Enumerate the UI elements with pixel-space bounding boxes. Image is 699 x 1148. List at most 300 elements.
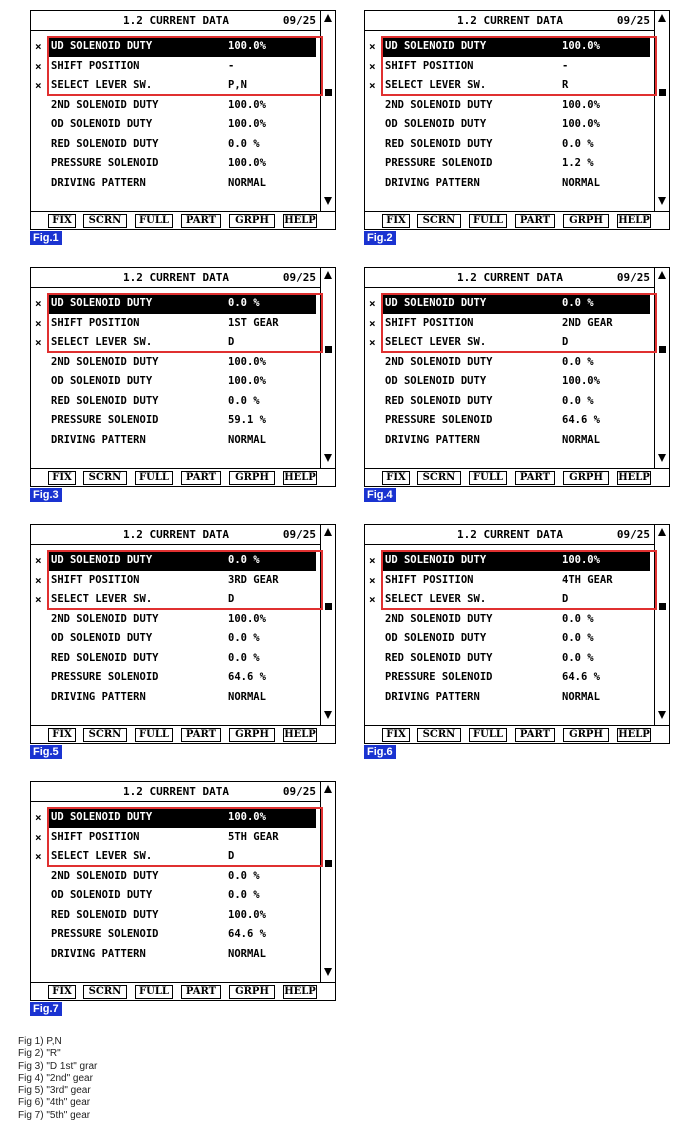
function-button[interactable]: GRPH — [563, 214, 609, 228]
selected-marker: × — [369, 79, 376, 92]
header-divider — [365, 30, 654, 31]
screen-header — [31, 525, 320, 544]
function-button[interactable]: FIX — [382, 728, 410, 742]
parameter-value: 1ST GEAR — [228, 316, 279, 329]
selected-marker: × — [35, 554, 42, 567]
function-button[interactable]: HELP — [618, 472, 650, 483]
function-button[interactable]: PART — [181, 471, 221, 485]
scroll-thumb[interactable] — [325, 89, 332, 96]
page-indicator: 09/25 — [282, 785, 316, 798]
data-row[interactable] — [31, 571, 320, 591]
parameter-label: PRESSURE SOLENOID — [385, 157, 493, 169]
parameter-label: 2ND SOLENOID DUTY — [385, 612, 493, 625]
parameter-value: NORMAL — [562, 690, 600, 703]
function-button[interactable]: GRPH — [563, 728, 609, 742]
scroll-up-arrow-icon[interactable] — [658, 528, 666, 536]
function-button[interactable]: HELP — [284, 986, 316, 997]
parameter-value: 100.0% — [228, 355, 266, 368]
scroll-down-arrow-icon[interactable] — [658, 197, 666, 205]
selected-marker: × — [369, 573, 376, 587]
parameter-label: UD SOLENOID DUTY — [48, 37, 316, 57]
parameter-value: NORMAL — [228, 176, 266, 189]
parameter-label: DRIVING PATTERN — [51, 433, 146, 446]
scan-tool-screen — [364, 267, 670, 487]
data-row[interactable] — [31, 57, 320, 77]
parameter-label: RED SOLENOID DUTY — [51, 651, 159, 664]
parameter-label: PRESSURE SOLENOID — [385, 414, 493, 426]
data-row[interactable] — [365, 314, 654, 334]
figure-label: Fig.1 — [30, 231, 62, 245]
note-line: Fig 4) "2nd" gear — [18, 1072, 93, 1084]
data-row[interactable] — [365, 76, 654, 96]
parameter-value: 100.0% — [562, 375, 600, 387]
parameter-label: UD SOLENOID DUTY — [382, 294, 650, 314]
function-button[interactable]: SCRN — [417, 728, 461, 742]
note-line: Fig 6) "4th" gear — [18, 1097, 91, 1109]
page-indicator: 09/25 — [282, 14, 316, 27]
data-row[interactable] — [365, 649, 654, 669]
data-row[interactable] — [365, 372, 654, 392]
header-divider — [365, 544, 654, 545]
parameter-label: OD SOLENOID DUTY — [51, 375, 153, 387]
parameter-label: SHIFT POSITION — [51, 59, 140, 72]
figure-label: Fig.3 — [30, 488, 62, 502]
header-divider — [31, 287, 320, 288]
parameter-value: NORMAL — [228, 433, 266, 446]
data-row[interactable] — [31, 96, 320, 116]
data-row[interactable] — [31, 886, 320, 906]
parameter-value: 64.6 % — [228, 928, 266, 940]
parameter-label: DRIVING PATTERN — [51, 690, 146, 703]
function-button[interactable]: GRPH — [563, 471, 609, 485]
parameter-label: PRESSURE SOLENOID — [51, 157, 159, 169]
scrollbar[interactable] — [320, 782, 336, 982]
parameter-value: NORMAL — [228, 947, 266, 960]
data-row[interactable] — [365, 174, 654, 194]
parameter-label: PRESSURE SOLENOID — [51, 414, 159, 426]
parameter-value: 100.0% — [228, 811, 266, 823]
data-row[interactable] — [31, 847, 320, 867]
parameter-value: 3RD GEAR — [228, 573, 279, 586]
parameter-label: DRIVING PATTERN — [385, 433, 480, 446]
parameter-label: RED SOLENOID DUTY — [385, 394, 493, 407]
function-button[interactable]: FIX — [48, 985, 76, 999]
screen-title: 1.2 CURRENT DATA — [457, 14, 563, 27]
screen-header — [31, 782, 320, 801]
selected-marker: × — [35, 316, 42, 330]
parameter-value: NORMAL — [228, 690, 266, 703]
data-list — [365, 37, 654, 193]
parameter-label: UD SOLENOID DUTY — [48, 808, 316, 828]
function-key-bar — [365, 211, 669, 229]
data-row[interactable] — [365, 115, 654, 135]
parameter-label: 2ND SOLENOID DUTY — [385, 355, 493, 368]
parameter-value: 0.0 % — [562, 651, 594, 664]
scrollbar[interactable] — [654, 11, 670, 211]
data-row[interactable] — [31, 37, 320, 57]
parameter-value: 100.0% — [228, 908, 266, 921]
screen-header — [365, 268, 654, 287]
parameter-label: DRIVING PATTERN — [385, 176, 480, 189]
parameter-label: RED SOLENOID DUTY — [385, 651, 493, 664]
parameter-value: D — [228, 336, 235, 348]
function-button[interactable]: SCRN — [83, 985, 127, 999]
parameter-value: 64.6 % — [562, 414, 600, 426]
parameter-label: SELECT LEVER SW. — [51, 336, 153, 348]
parameter-label: SHIFT POSITION — [385, 573, 474, 586]
parameter-label: PRESSURE SOLENOID — [51, 671, 159, 683]
data-list — [31, 294, 320, 450]
data-row[interactable] — [31, 76, 320, 96]
screen-title: 1.2 CURRENT DATA — [123, 528, 229, 541]
selected-marker: × — [35, 79, 42, 92]
function-button[interactable]: GRPH — [229, 985, 275, 999]
parameter-label: 2ND SOLENOID DUTY — [51, 612, 159, 625]
parameter-label: SHIFT POSITION — [385, 59, 474, 72]
header-divider — [31, 30, 320, 31]
data-row[interactable] — [365, 571, 654, 591]
parameter-label: 2ND SOLENOID DUTY — [51, 98, 159, 111]
function-key-bar — [31, 725, 335, 743]
scroll-down-arrow-icon[interactable] — [324, 197, 332, 205]
function-button[interactable]: FIX — [48, 471, 76, 485]
parameter-value: R — [562, 79, 569, 91]
function-button[interactable]: PART — [515, 728, 555, 742]
parameter-value: 2ND GEAR — [562, 316, 613, 329]
selected-marker: × — [369, 316, 376, 330]
function-button[interactable]: FIX — [48, 214, 76, 228]
function-button[interactable]: HELP — [618, 215, 650, 226]
data-row[interactable] — [365, 392, 654, 412]
scroll-up-arrow-icon[interactable] — [324, 14, 332, 22]
figure-label: Fig.4 — [364, 488, 396, 502]
screen-title: 1.2 CURRENT DATA — [123, 14, 229, 27]
parameter-value: 100.0% — [228, 612, 266, 625]
function-button[interactable]: FULL — [135, 985, 173, 999]
function-button[interactable]: PART — [181, 985, 221, 999]
selected-marker: × — [35, 830, 42, 844]
function-button[interactable]: GRPH — [229, 471, 275, 485]
scroll-thumb[interactable] — [325, 346, 332, 353]
function-button[interactable]: HELP — [284, 215, 316, 226]
scroll-down-arrow-icon[interactable] — [324, 968, 332, 976]
function-button[interactable]: PART — [515, 471, 555, 485]
data-row[interactable] — [365, 411, 654, 431]
scrollbar[interactable] — [320, 525, 336, 725]
parameter-label: RED SOLENOID DUTY — [51, 908, 159, 921]
parameter-value: NORMAL — [562, 433, 600, 446]
function-button[interactable]: FULL — [469, 728, 507, 742]
parameter-value: - — [228, 59, 235, 72]
parameter-label: PRESSURE SOLENOID — [51, 928, 159, 940]
data-row[interactable] — [31, 174, 320, 194]
parameter-label: DRIVING PATTERN — [385, 690, 480, 703]
data-row[interactable] — [31, 945, 320, 965]
note-line: Fig 1) P,N — [18, 1036, 62, 1047]
scrollbar[interactable] — [320, 11, 336, 211]
parameter-value: 0.0 % — [228, 632, 260, 644]
function-button[interactable]: SCRN — [417, 214, 461, 228]
parameter-label: RED SOLENOID DUTY — [51, 394, 159, 407]
parameter-value: 0.0 % — [228, 297, 260, 309]
parameter-value: 0.0 % — [228, 889, 260, 901]
scroll-up-arrow-icon[interactable] — [658, 271, 666, 279]
data-row[interactable] — [31, 115, 320, 135]
data-row[interactable] — [31, 867, 320, 887]
scroll-down-arrow-icon[interactable] — [658, 711, 666, 719]
data-row[interactable] — [31, 353, 320, 373]
function-button[interactable]: FULL — [469, 471, 507, 485]
figure-label: Fig.5 — [30, 745, 62, 759]
scroll-thumb[interactable] — [325, 603, 332, 610]
data-row[interactable] — [365, 668, 654, 688]
data-row[interactable] — [365, 294, 654, 314]
data-list — [31, 808, 320, 964]
data-row[interactable] — [365, 57, 654, 77]
figure-label: Fig.7 — [30, 1002, 62, 1016]
data-row[interactable] — [365, 96, 654, 116]
screen-title: 1.2 CURRENT DATA — [457, 528, 563, 541]
scroll-up-arrow-icon[interactable] — [324, 271, 332, 279]
data-list — [365, 551, 654, 707]
data-row[interactable] — [31, 431, 320, 451]
screen-header — [365, 11, 654, 30]
scrollbar[interactable] — [320, 268, 336, 468]
scrollbar[interactable] — [654, 525, 670, 725]
function-key-bar — [365, 468, 669, 486]
selected-marker: × — [35, 593, 42, 606]
function-button[interactable]: FULL — [135, 728, 173, 742]
parameter-label: UD SOLENOID DUTY — [382, 37, 650, 57]
parameter-label: SELECT LEVER SW. — [51, 79, 153, 91]
selected-marker: × — [35, 850, 42, 863]
parameter-value: 0.0 % — [562, 297, 594, 309]
scan-tool-screen — [30, 267, 336, 487]
parameter-value: 0.0 % — [228, 394, 260, 407]
parameter-value: 0.0 % — [228, 554, 260, 566]
parameter-label: OD SOLENOID DUTY — [385, 375, 487, 387]
parameter-value: - — [562, 59, 569, 72]
parameter-value: 0.0 % — [562, 632, 594, 644]
data-row[interactable] — [31, 551, 320, 571]
screen-header — [365, 525, 654, 544]
screen-title: 1.2 CURRENT DATA — [123, 271, 229, 284]
data-row[interactable] — [365, 333, 654, 353]
function-button[interactable]: PART — [515, 214, 555, 228]
parameter-label: SELECT LEVER SW. — [51, 593, 153, 605]
page-indicator: 09/25 — [282, 271, 316, 284]
data-row[interactable] — [31, 668, 320, 688]
data-row[interactable] — [31, 372, 320, 392]
data-row[interactable] — [31, 808, 320, 828]
data-row[interactable] — [31, 925, 320, 945]
data-row[interactable] — [365, 590, 654, 610]
data-row[interactable] — [365, 353, 654, 373]
data-row[interactable] — [31, 411, 320, 431]
data-row[interactable] — [365, 37, 654, 57]
function-key-bar — [31, 211, 335, 229]
data-row[interactable] — [365, 154, 654, 174]
scroll-thumb[interactable] — [659, 346, 666, 353]
parameter-label: SHIFT POSITION — [51, 573, 140, 586]
data-list — [31, 37, 320, 193]
parameter-label: SHIFT POSITION — [51, 830, 140, 843]
parameter-value: D — [562, 336, 569, 348]
scroll-up-arrow-icon[interactable] — [324, 785, 332, 793]
function-button[interactable]: GRPH — [229, 728, 275, 742]
parameter-label: OD SOLENOID DUTY — [51, 889, 153, 901]
function-button[interactable]: FIX — [382, 471, 410, 485]
page-indicator: 09/25 — [282, 528, 316, 541]
data-row[interactable] — [31, 294, 320, 314]
parameter-value: 0.0 % — [228, 651, 260, 664]
function-button[interactable]: GRPH — [229, 214, 275, 228]
parameter-label: OD SOLENOID DUTY — [385, 118, 487, 130]
parameter-value: 4TH GEAR — [562, 573, 613, 586]
page-indicator: 09/25 — [616, 528, 650, 541]
data-row[interactable] — [31, 906, 320, 926]
data-row[interactable] — [31, 314, 320, 334]
parameter-value: 59.1 % — [228, 414, 266, 426]
data-row[interactable] — [31, 590, 320, 610]
parameter-value: 0.0 % — [562, 137, 594, 150]
data-row[interactable] — [365, 431, 654, 451]
scan-tool-screen — [30, 10, 336, 230]
parameter-value: D — [228, 593, 235, 605]
page-indicator: 09/25 — [616, 14, 650, 27]
data-row[interactable] — [365, 610, 654, 630]
parameter-label: UD SOLENOID DUTY — [48, 294, 316, 314]
page-indicator: 09/25 — [616, 271, 650, 284]
function-button[interactable]: HELP — [618, 729, 650, 740]
screen-header — [31, 11, 320, 30]
function-button[interactable]: SCRN — [83, 471, 127, 485]
parameter-value: 100.0% — [562, 40, 600, 52]
scrollbar[interactable] — [654, 268, 670, 468]
parameter-label: SHIFT POSITION — [51, 316, 140, 329]
parameter-value: P,N — [228, 79, 247, 91]
selected-marker: × — [35, 297, 42, 310]
data-row[interactable] — [365, 688, 654, 708]
function-button[interactable]: FIX — [48, 728, 76, 742]
selected-marker: × — [369, 593, 376, 606]
data-row[interactable] — [31, 688, 320, 708]
parameter-label: OD SOLENOID DUTY — [385, 632, 487, 644]
data-row[interactable] — [31, 333, 320, 353]
function-button[interactable]: PART — [181, 728, 221, 742]
data-row[interactable] — [31, 828, 320, 848]
function-button[interactable]: SCRN — [417, 471, 461, 485]
data-list — [365, 294, 654, 450]
function-button[interactable]: FULL — [135, 214, 173, 228]
function-button[interactable]: FIX — [382, 214, 410, 228]
scroll-thumb[interactable] — [325, 860, 332, 867]
parameter-value: 1.2 % — [562, 157, 594, 169]
data-row[interactable] — [31, 154, 320, 174]
selected-marker: × — [35, 573, 42, 587]
data-row[interactable] — [365, 135, 654, 155]
scroll-down-arrow-icon[interactable] — [324, 711, 332, 719]
function-button[interactable]: HELP — [284, 729, 316, 740]
parameter-label: 2ND SOLENOID DUTY — [51, 355, 159, 368]
selected-marker: × — [369, 297, 376, 310]
scan-tool-screen — [364, 10, 670, 230]
parameter-value: 0.0 % — [562, 394, 594, 407]
parameter-value: 100.0% — [562, 98, 600, 111]
scan-tool-screen — [30, 524, 336, 744]
parameter-label: DRIVING PATTERN — [51, 176, 146, 189]
note-line: Fig 3) "D 1st" grar — [18, 1060, 98, 1072]
function-button[interactable]: FULL — [135, 471, 173, 485]
parameter-value: 100.0% — [228, 157, 266, 169]
parameter-label: OD SOLENOID DUTY — [51, 632, 153, 644]
parameter-value: 64.6 % — [562, 671, 600, 683]
scroll-down-arrow-icon[interactable] — [324, 454, 332, 462]
parameter-value: 100.0% — [562, 118, 600, 130]
header-divider — [365, 287, 654, 288]
note-line: Fig 7) "5th" gear — [18, 1109, 91, 1121]
parameter-label: PRESSURE SOLENOID — [385, 671, 493, 683]
scroll-thumb[interactable] — [659, 89, 666, 96]
header-divider — [31, 801, 320, 802]
data-row[interactable] — [365, 629, 654, 649]
data-row[interactable] — [31, 135, 320, 155]
parameter-label: OD SOLENOID DUTY — [51, 118, 153, 130]
function-key-bar — [365, 725, 669, 743]
parameter-value: 64.6 % — [228, 671, 266, 683]
data-row[interactable] — [31, 629, 320, 649]
function-button[interactable]: SCRN — [83, 214, 127, 228]
scroll-thumb[interactable] — [659, 603, 666, 610]
function-button[interactable]: FULL — [469, 214, 507, 228]
parameter-value: D — [228, 850, 235, 862]
function-button[interactable]: HELP — [284, 472, 316, 483]
function-key-bar — [31, 468, 335, 486]
function-button[interactable]: PART — [181, 214, 221, 228]
note-line: Fig 5) "3rd" gear — [18, 1085, 91, 1097]
parameter-label: SELECT LEVER SW. — [385, 79, 487, 91]
function-key-bar — [31, 982, 335, 1000]
scroll-down-arrow-icon[interactable] — [658, 454, 666, 462]
parameter-value: 100.0% — [228, 98, 266, 111]
parameter-label: UD SOLENOID DUTY — [382, 551, 650, 571]
scroll-up-arrow-icon[interactable] — [658, 14, 666, 22]
data-row[interactable] — [31, 649, 320, 669]
parameter-value: 0.0 % — [228, 137, 260, 150]
parameter-value: D — [562, 593, 569, 605]
selected-marker: × — [369, 336, 376, 349]
figure-label: Fig.6 — [364, 745, 396, 759]
data-row[interactable] — [365, 551, 654, 571]
parameter-label: 2ND SOLENOID DUTY — [385, 98, 493, 111]
screen-title: 1.2 CURRENT DATA — [457, 271, 563, 284]
parameter-label: RED SOLENOID DUTY — [51, 137, 159, 150]
data-row[interactable] — [31, 392, 320, 412]
parameter-value: 100.0% — [228, 375, 266, 387]
parameter-value: 100.0% — [228, 40, 266, 52]
selected-marker: × — [369, 59, 376, 73]
selected-marker: × — [35, 811, 42, 824]
parameter-value: 100.0% — [228, 118, 266, 130]
selected-marker: × — [369, 40, 376, 53]
parameter-label: SELECT LEVER SW. — [385, 336, 487, 348]
figure-notes — [18, 1036, 97, 1122]
parameter-label: RED SOLENOID DUTY — [385, 137, 493, 150]
scroll-up-arrow-icon[interactable] — [324, 528, 332, 536]
data-list — [31, 551, 320, 707]
data-row[interactable] — [31, 610, 320, 630]
function-button[interactable]: SCRN — [83, 728, 127, 742]
